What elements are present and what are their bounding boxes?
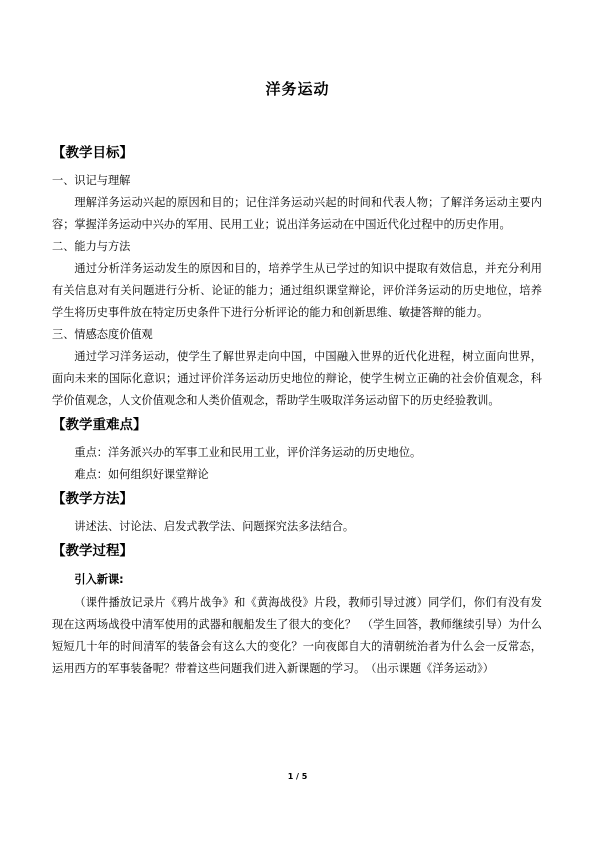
section-key-points: [52, 412, 542, 486]
section-process: [52, 538, 542, 680]
page-number: 1 / 5: [287, 772, 308, 781]
lead-intro: 引入新课:: [74, 573, 124, 586]
section-teaching-goals: [52, 140, 542, 412]
paragraph-methods: 讲述法、讨论法、启发式教学法、问题探究法多法结合。: [74, 520, 355, 533]
section-heading-goals: 【教学目标】: [52, 145, 133, 161]
paragraph-ability: 通过分析洋务运动发生的原因和目的，培养学生从已学过的知识中提取有效信息，并充分利用有关信息对有关问题进行分析、论证的能力；通过组织课堂辩论，评价洋务运动的历史地位，培养学生将历史事件放在特定历史条件下进行分析评论的能力和创新思维、敏捷答辩的能力。: [52, 262, 542, 319]
subheading-knowledge: 一、识记与理解: [52, 174, 131, 187]
paragraph-difficulty: 难点：如何组织好课堂辩论: [74, 468, 209, 481]
document-body: [52, 140, 542, 680]
paragraph-intro: （课件播放记录片《鸦片战争》和《黄海战役》片段，教师引导过渡）同学们，你们有没有发现在这两场战役中清军使用的武器和舰船发生了很大的变化？ （学生回答，教师继续引导）为什么短短几十年的时间清军的装备会有这么大的变化？一向夜郎自大的清朝统治者为什么会一反常态，运用西方的军事装备呢？带着这些问题我们进入新课题的学习。 （出示课题《洋务运动》）: [52, 596, 542, 675]
subheading-ability: 二、能力与方法: [52, 240, 131, 253]
section-heading-methods: 【教学方法】: [52, 491, 133, 507]
section-methods: [52, 486, 542, 538]
paragraph-values: 通过学习洋务运动，使学生了解世界走向中国，中国融入世界的近代化进程，树立面向世界，面向未来的国际化意识；通过评价洋务运动历史地位的辩论，使学生树立正确的社会价值观念，科学价值观念，人文价值观念和人类价值观念，帮助学生吸取洋务运动留下的历史经验教训。: [52, 350, 542, 407]
paragraph-knowledge: 理解洋务运动兴起的原因和目的；记住洋务运动兴起的时间和代表人物；了解洋务运动主要内容；掌握洋务运动中兴办的军用、民用工业；说出洋务运动在中国近代化过程中的历史作用。: [52, 196, 542, 231]
section-heading-keypoints: 【教学重难点】: [52, 417, 147, 433]
document-title: 洋务运动: [265, 80, 330, 98]
subheading-values: 三、情感态度价值观: [52, 328, 153, 341]
section-heading-process: 【教学过程】: [52, 543, 133, 559]
paragraph-focus: 重点：洋务派兴办的军事工业和民用工业，评价洋务运动的历史地位。: [74, 446, 422, 459]
